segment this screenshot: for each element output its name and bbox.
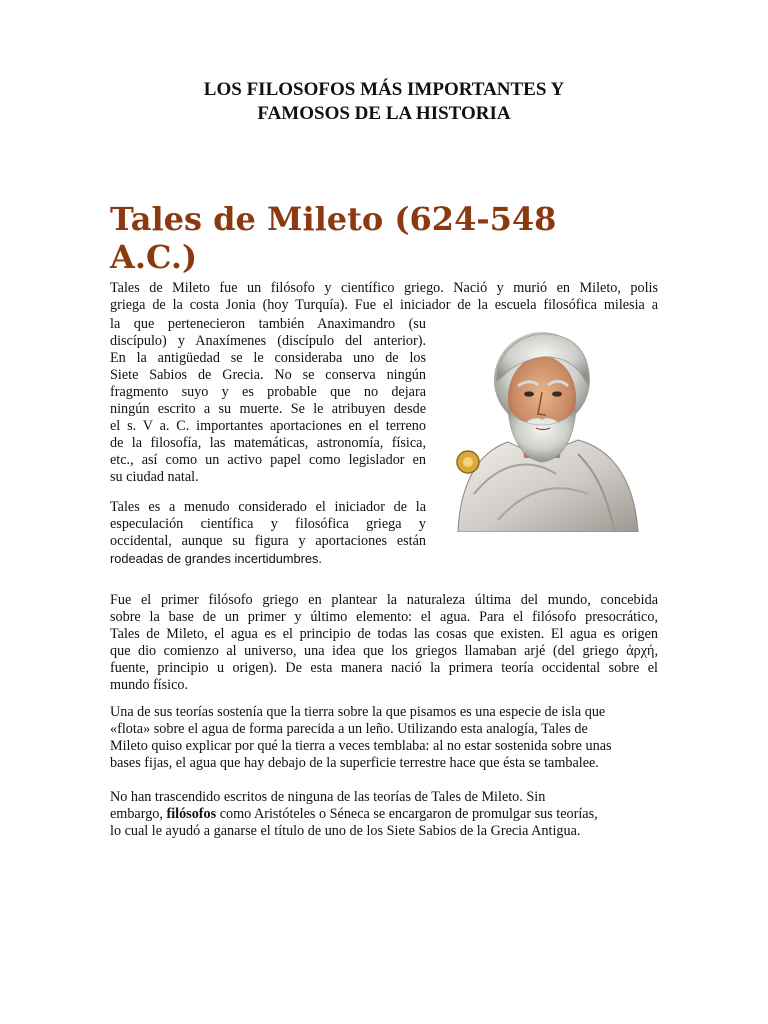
- text-line: mundo físico.: [110, 677, 189, 693]
- text-line: fragmento suyo y es probable que no dejara: [110, 384, 426, 400]
- text-line: Mileto quiso explicar por qué la tierra a veces temblaba: al no estar sostenida sobre unas: [110, 738, 612, 754]
- paragraph-4: [110, 704, 658, 772]
- text-line: sobre la base de un primer y último elemento: el agua. Para el filósofo presocrático,: [110, 609, 658, 625]
- intro-paragraph: [110, 280, 658, 314]
- text-line: Fue el primer filósofo griego en plantear la naturaleza última del mundo, concebida: [110, 592, 658, 608]
- text-line: occidental, aunque su figura y aportaciones están: [110, 533, 426, 549]
- text-line: el s. V a. C. importantes aportaciones en el terreno: [110, 418, 426, 434]
- text-line: fuente, principio u origen). De esta manera nació la primera teoría occidental sobre el: [110, 660, 658, 676]
- text-line: de la filosofía, las matemáticas, astronomía, física,: [110, 435, 426, 451]
- portrait-illustration: [438, 324, 644, 532]
- text-line: En la antigüedad se le consideraba uno de los: [110, 350, 426, 366]
- text-line: que dio comienzo al universo, una idea que los griegos llamaban arjé (del griego ἀρχή,: [110, 643, 658, 659]
- text-line: Una de sus teorías sostenía que la tierra sobre la que pisamos es una especie de isla que: [110, 704, 606, 720]
- side-paragraph: [110, 316, 426, 486]
- heading-line: A.C.): [110, 238, 198, 276]
- document-title: [110, 78, 658, 126]
- text-line: su ciudad natal.: [110, 469, 199, 485]
- text-line: griega de la costa Jonia (hoy Turquía). Fue el iniciador de la escuela filosófica milesia a: [110, 297, 658, 313]
- paragraph-3: [110, 592, 658, 694]
- text-line: bases fijas, el agua que hay debajo de la superficie terrestre hace que ésta se tambalee.: [110, 755, 599, 771]
- text-line: No han trascendido escritos de ninguna de las teorías de Tales de Mileto. Sin: [110, 789, 546, 805]
- text-line: Siete Sabios de Grecia. No se conserva ningún: [110, 367, 426, 383]
- text-line: [110, 806, 658, 823]
- text-line: lo cual le ayudó a ganarse el título de uno de los Siete Sabios de la Grecia Antigua.: [110, 823, 581, 839]
- section-heading: [110, 200, 658, 276]
- title-line: FAMOSOS DE LA HISTORIA: [257, 103, 511, 124]
- text-fragment: embargo,: [110, 806, 167, 822]
- text-line: ningún escrito a su muerte. Se le atribuyen desde: [110, 401, 426, 417]
- heading-line: Tales de Mileto (624-548: [110, 200, 557, 238]
- text-line: Tales es a menudo considerado el iniciador de la: [110, 499, 426, 515]
- text-line: la que pertenecieron también Anaximandro (su: [110, 316, 426, 332]
- title-line: LOS FILOSOFOS MÁS IMPORTANTES Y: [203, 79, 565, 100]
- bold-term: filósofos: [166, 806, 217, 822]
- text-line: Tales de Mileto fue un filósofo y científico griego. Nació y murió en Mileto, polis: [110, 280, 658, 296]
- text-line: discípulo) y Anaxímenes (discípulo del anterior).: [110, 333, 426, 349]
- text-line: «flota» sobre el agua de forma parecida a un leño. Utilizando esta analogía, Tales de: [110, 721, 588, 737]
- text-line: especulación científica y filosófica griega y: [110, 516, 426, 532]
- text-line: Tales de Mileto, el agua es el principio de todas las cosas que existen. El agua es origen: [110, 626, 658, 642]
- text-line: etc., así como un activo papel como legislador en: [110, 452, 426, 468]
- text-fragment: como Aristóteles o Séneca se encargaron de promulgar sus teorías,: [216, 806, 598, 822]
- philosopher-bust-portrait: [438, 324, 644, 532]
- paragraph-5: [110, 789, 658, 840]
- second-paragraph: [110, 499, 426, 567]
- text-line: rodeadas de grandes incertidumbres.: [110, 551, 322, 566]
